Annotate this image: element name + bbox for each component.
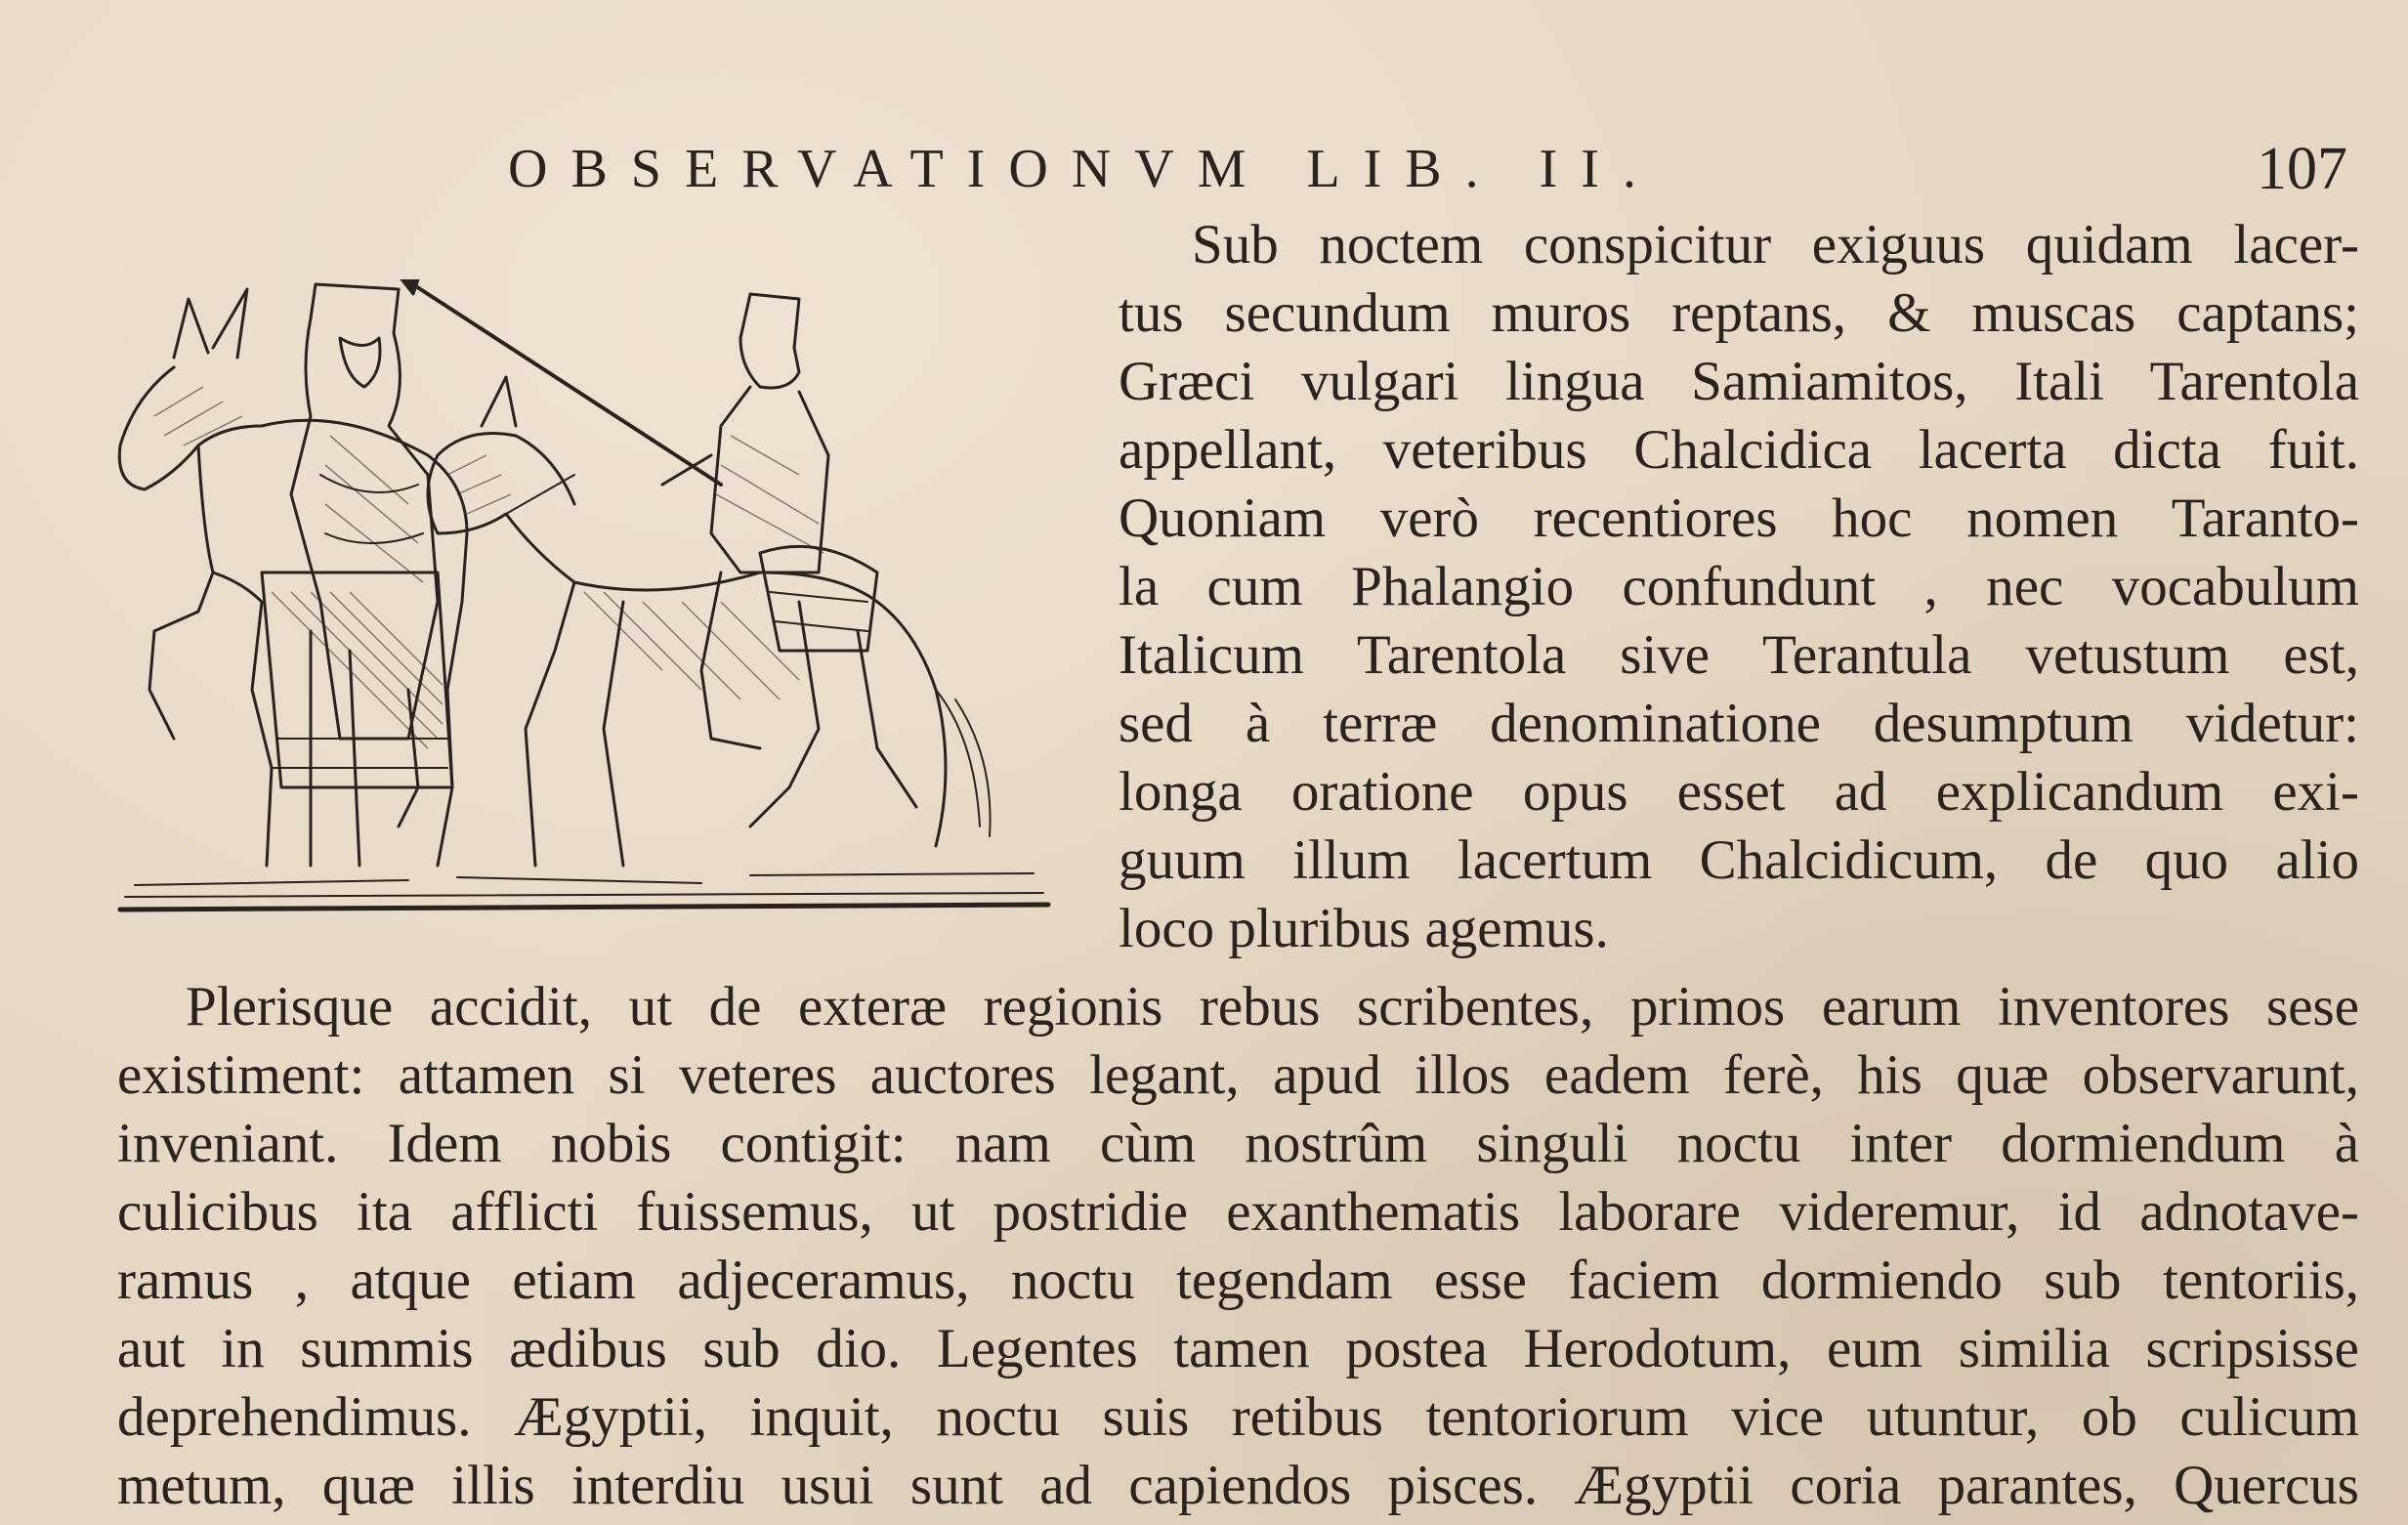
column-line: Sub noctem conspicitur exiguus quidam lacer- xyxy=(1192,214,2359,275)
body-line: existiment: attamen si veteres auctores legant, apud illos eadem ferè, his quæ observarunt, xyxy=(117,1044,2359,1106)
column-line: longa oratione opus esset ad explicandum exi- xyxy=(1119,761,2359,823)
body-line: deprehendimus. Ægyptii, inquit, noctu suis retibus tentoriorum vice utuntur, ob culicum xyxy=(117,1386,2359,1448)
body-line: aut in summis ædibus sub dio. Legentes tamen postea Herodotum, eum similia scripsisse xyxy=(117,1318,2359,1379)
column-line: tus secundum muros reptans, & muscas captans; xyxy=(1119,282,2359,344)
body-line: culicibus ita afflicti fuissemus, ut postridie exanthematis laborare videremur, id adnotave- xyxy=(117,1181,2359,1243)
body-line: ramus , atque etiam adjeceramus, noctu tegendam esse faciem dormiendo sub tentoriis, xyxy=(117,1250,2359,1311)
body-line: Plerisque accidit, ut de exteræ regionis rebus scribentes, primos earum inventores sese xyxy=(186,976,2359,1038)
body-line: metum, quæ illis interdiu usui sunt ad capiendos pisces. Ægyptii coria parantes, Quercus xyxy=(117,1455,2359,1516)
column-line: appellant, veteribus Chalcidica lacerta dicta fuit. xyxy=(1119,419,2359,481)
column-line: la cum Phalangio confundunt , nec vocabulum xyxy=(1119,556,2359,617)
column-line: guum illum lacertum Chalcidicum, de quo alio xyxy=(1119,829,2359,891)
column-line: Italicum Tarentola sive Terantula vetustum est, xyxy=(1119,624,2359,686)
column-line: loco pluribus agemus. xyxy=(1119,898,1609,959)
body-line: inveniant. Idem nobis contigit: nam cùm nostrûm singuli noctu inter dormiendum à xyxy=(117,1113,2359,1174)
woodcut-illustration xyxy=(115,279,1053,929)
running-title: OBSERVATIONVM LIB. II. xyxy=(508,139,1660,199)
column-line: Quoniam verò recentiores hoc nomen Taranto- xyxy=(1119,487,2359,549)
page-number: 107 xyxy=(2257,136,2347,202)
column-line: Græci vulgari lingua Samiamitos, Itali Tarentola xyxy=(1119,351,2359,412)
column-line: sed à terræ denominatione desumptum videtur: xyxy=(1119,693,2359,754)
